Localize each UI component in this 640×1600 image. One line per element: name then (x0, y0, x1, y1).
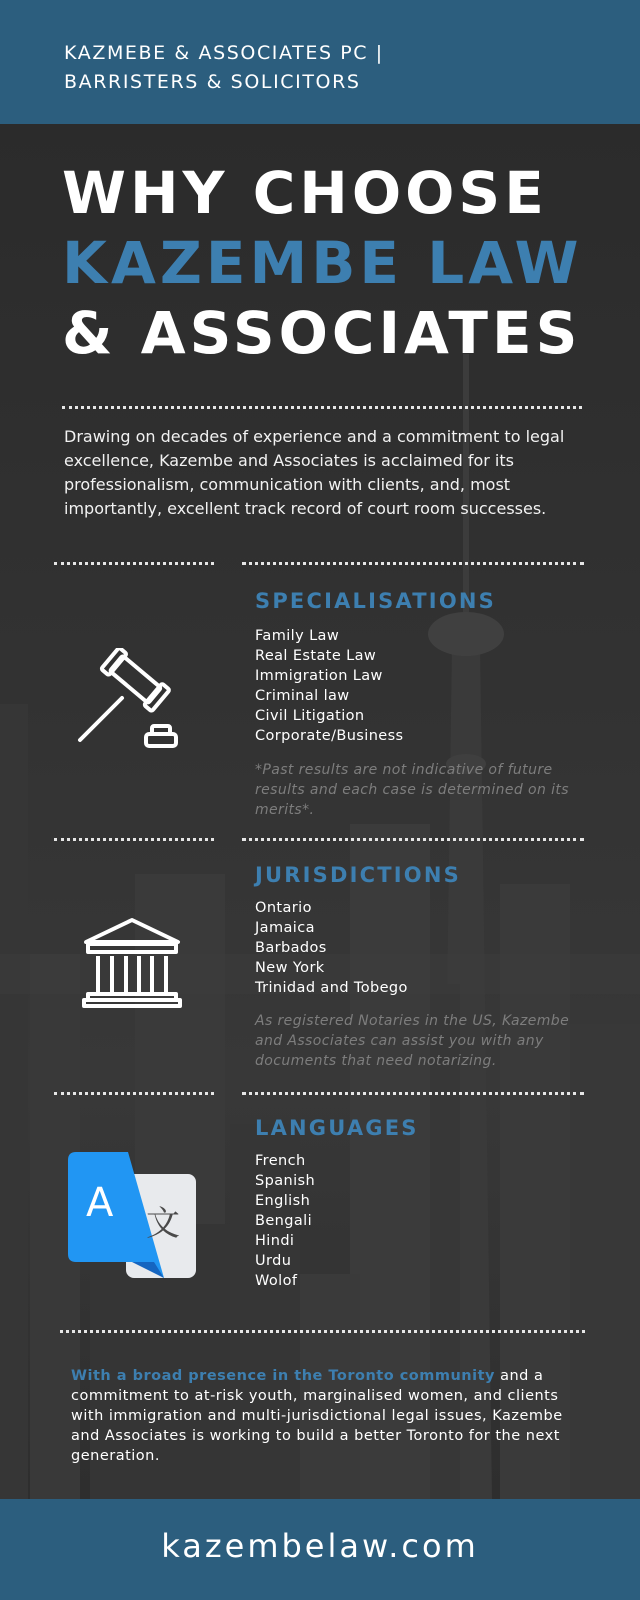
list-item: Jamaica (255, 920, 315, 936)
divider (54, 838, 214, 841)
divider (54, 562, 214, 565)
list-item: Immigration Law (255, 668, 383, 684)
list-item: Spanish (255, 1173, 316, 1189)
jurisdictions-list (255, 898, 408, 998)
divider (60, 1330, 585, 1333)
list-item: Family Law (255, 628, 340, 644)
gavel-icon (70, 648, 180, 757)
list-item: Urdu (255, 1253, 292, 1269)
footer-bar (0, 1499, 640, 1600)
headline-line-1: WHY CHOOSE (62, 159, 548, 227)
divider (242, 838, 584, 841)
header-bar (0, 0, 640, 124)
list-item: Hindi (255, 1233, 295, 1249)
list-item: New York (255, 960, 325, 976)
headline-line-3: & ASSOCIATES (62, 299, 582, 367)
list-item: Bengali (255, 1213, 313, 1229)
list-item: Corporate/Business (255, 728, 404, 744)
list-item: English (255, 1193, 311, 1209)
headline-line-2: KAZEMBE LAW (62, 229, 583, 297)
divider (242, 1092, 584, 1095)
courthouse-icon (82, 916, 182, 1012)
divider (62, 406, 582, 409)
closing-text: and a commitment to at-risk youth, marginalised women, and clients with immigration and multi-jurisdictional legal issues, Kazembe and Associates is working to build a better Toronto for the next generation. (71, 1368, 563, 1464)
list-item: Criminal law (255, 688, 350, 704)
divider (54, 1092, 214, 1095)
languages-list (255, 1151, 315, 1291)
website-link[interactable]: kazembelaw.com (161, 1527, 479, 1565)
list-item: Civil Litigation (255, 708, 365, 724)
specialisations-title: SPECIALISATIONS (255, 589, 496, 613)
firm-name: KAZMEBE & ASSOCIATES PC | (64, 42, 384, 64)
translate-icon-letter: A (86, 1180, 114, 1226)
list-item: Wolof (255, 1273, 298, 1289)
divider (242, 562, 584, 565)
closing-paragraph (71, 1366, 581, 1466)
firm-subtitle: BARRISTERS & SOLICITORS (64, 71, 361, 93)
list-item: Real Estate Law (255, 648, 377, 664)
languages-title: LANGUAGES (255, 1116, 419, 1140)
list-item: Ontario (255, 900, 312, 916)
specialisations-list (255, 626, 404, 746)
translate-icon (66, 1152, 198, 1282)
specialisations-disclaimer: *Past results are not indicative of future results and each case is determined on its merits*. (255, 762, 569, 818)
intro-paragraph: Drawing on decades of experience and a commitment to legal excellence, Kazembe and Associates is acclaimed for its professionalism, communication with clients, and, most importantly, excellent track record of court room successes. (64, 427, 565, 518)
list-item: Trinidad and Tobego (255, 980, 408, 996)
list-item: Barbados (255, 940, 327, 956)
translate-icon-glyph: 文 (146, 1204, 180, 1244)
notary-note: As registered Notaries in the US, Kazembe and Associates can assist you with any documents that need notarizing. (255, 1013, 570, 1069)
list-item: French (255, 1153, 306, 1169)
closing-highlight: With a broad presence in the Toronto community (71, 1368, 495, 1384)
jurisdictions-title: JURISDICTIONS (255, 863, 461, 887)
